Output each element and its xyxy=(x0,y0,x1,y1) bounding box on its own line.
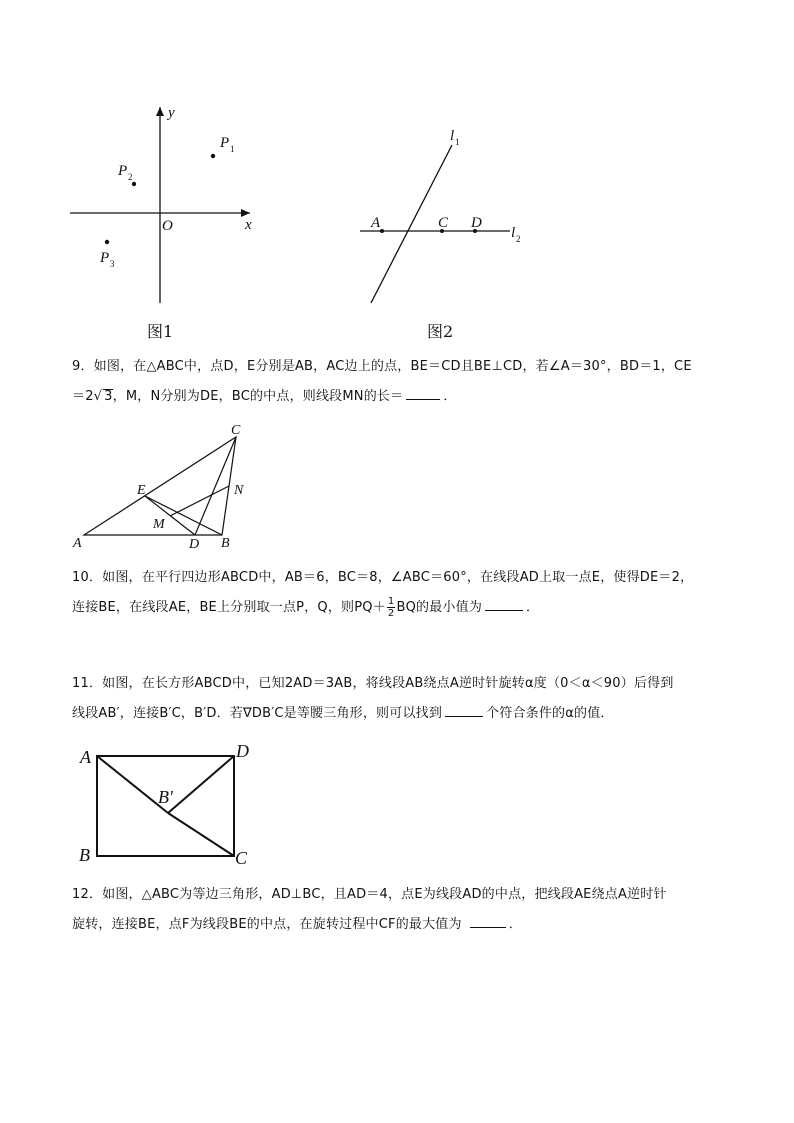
fig11-label-d: D xyxy=(236,741,249,761)
question-10-line-1: 10．如图，在平行四边形ABCD中，AB＝6，BC＝8，∠ABC＝60°，在线段AD上取一点E，使得DE＝2， xyxy=(72,570,694,585)
segment-cd xyxy=(195,437,236,535)
fig9-label-b: B xyxy=(221,536,230,551)
fig9-label-c: C xyxy=(231,423,241,438)
l2-subscript: 2 xyxy=(516,234,521,244)
q9-answer-blank[interactable] xyxy=(406,387,440,400)
fig9-label-d: D xyxy=(189,537,200,552)
question-11 xyxy=(72,669,727,729)
point-d-label: D xyxy=(471,215,482,231)
origin-label: O xyxy=(162,218,173,234)
fig9-label-e: E xyxy=(137,483,146,498)
figure-1-caption: 图1 xyxy=(147,322,174,341)
x-axis-label: x xyxy=(245,217,252,233)
l1-subscript: 1 xyxy=(455,137,460,147)
p1-subscript: 1 xyxy=(230,144,235,154)
fig9-label-a: A xyxy=(73,536,82,551)
point-p1 xyxy=(211,154,215,158)
q10-frac-den: 2 xyxy=(387,608,395,619)
segment-mn xyxy=(170,486,229,516)
figure-2-lines xyxy=(350,125,540,310)
fig11-label-b-prime: B′ xyxy=(158,787,173,807)
segment-b-prime-c xyxy=(168,813,234,856)
q10-answer-blank[interactable] xyxy=(485,598,523,611)
x-axis-arrow-icon xyxy=(241,209,250,217)
p1-label: P xyxy=(220,135,230,151)
p3-label: P xyxy=(100,250,110,266)
y-axis-label: y xyxy=(168,105,175,121)
q11-text-b: 个符合条件的α的值． xyxy=(486,706,614,721)
l1-label: l xyxy=(450,128,455,144)
p2-subscript: 2 xyxy=(128,172,133,182)
y-axis-arrow-icon xyxy=(156,107,164,116)
question-12 xyxy=(72,880,727,940)
question-12-line-2 xyxy=(72,910,727,940)
fig11-label-b: B xyxy=(79,845,90,865)
l2-label: l xyxy=(511,225,516,241)
p3-subscript: 3 xyxy=(110,259,115,269)
q10-frac-num: 1 xyxy=(387,596,395,607)
figure-1-coordinate-plane xyxy=(60,95,280,310)
fig11-label-c: C xyxy=(235,848,248,868)
q10-fraction xyxy=(387,596,396,619)
q12-text-a: 旋转，连接BE，点F为线段BE的中点，在旋转过程中CF的最大值为 xyxy=(72,917,462,932)
point-a-label: A xyxy=(371,215,381,231)
fig11-label-a: A xyxy=(80,747,91,767)
q12-answer-blank[interactable] xyxy=(470,915,506,928)
p2-label: P xyxy=(118,163,128,179)
question-12-line-1: 12．如图，△ABC为等边三角形，AD⊥BC，且AD＝4，点E为线段AD的中点，把线段AE绕点A逆时针 xyxy=(72,887,667,902)
q12-text-end: ． xyxy=(508,917,522,932)
q9-text-b: ，M，N分别为DE，BC的中点，则线段MN的长＝ xyxy=(112,389,404,404)
segment-b-prime-d xyxy=(168,756,234,813)
q9-sqrt-value: 3 xyxy=(104,389,113,404)
figure-2-caption: 图2 xyxy=(427,322,454,341)
q10-text-a: 连接BE，在线段AE，BE上分别取一点P，Q，则PQ＋ xyxy=(72,600,386,615)
q11-answer-blank[interactable] xyxy=(445,704,483,717)
question-10-line-2 xyxy=(72,593,727,623)
point-p3 xyxy=(105,240,109,244)
figure-9-triangle xyxy=(68,420,268,555)
question-11-line-2 xyxy=(72,699,727,729)
question-10 xyxy=(72,563,727,623)
figure-11-rectangle xyxy=(76,740,266,870)
point-p2 xyxy=(132,182,136,186)
q9-text-a: ＝2 xyxy=(72,389,94,404)
point-a xyxy=(380,229,384,233)
question-11-line-1: 11．如图，在长方形ABCD中，已知2AD＝3AB，将线段AB绕点A逆时针旋转α度（0＜α＜90）后得到 xyxy=(72,676,674,691)
point-c-label: C xyxy=(438,215,449,231)
q11-text-a: 线段AB′，连接B′C，B′D．若∇DB′C是等腰三角形，则可以找到 xyxy=(72,706,443,721)
question-9-line-1: 9．如图，在△ABC中，点D，E分别是AB，AC边上的点，BE＝CD且BE⊥CD，若∠A＝30°，BD＝1，CE xyxy=(72,359,692,374)
question-9 xyxy=(72,352,727,412)
q10-text-end: ． xyxy=(526,600,540,615)
q9-text-end: ． xyxy=(443,389,457,404)
sqrt-icon: √ 3 xyxy=(93,389,113,404)
fig9-label-m: M xyxy=(153,517,165,532)
q10-text-b: BQ的最小值为 xyxy=(396,600,483,615)
fig9-label-n: N xyxy=(234,483,244,498)
question-9-line-2 xyxy=(72,382,727,412)
